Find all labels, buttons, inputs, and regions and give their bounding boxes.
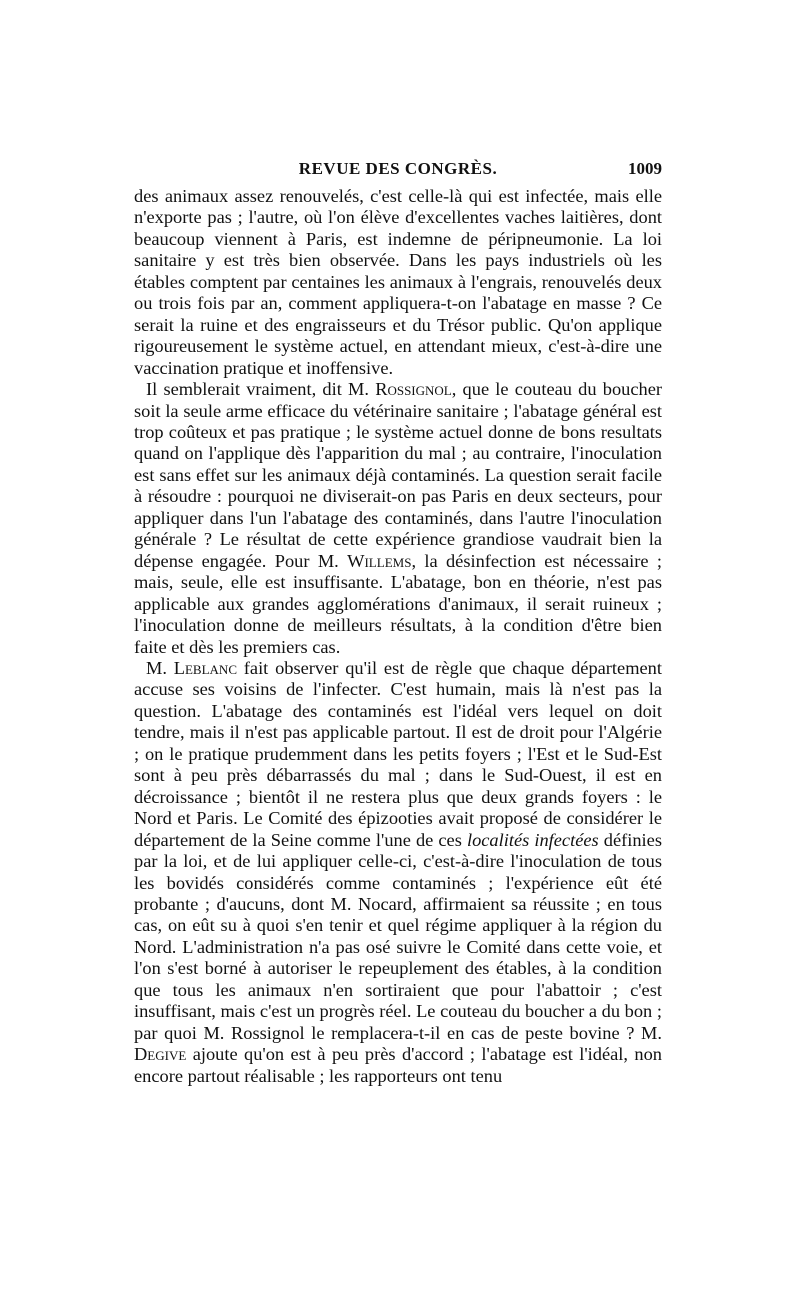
paragraph [134,658,662,1087]
paragraph [134,379,662,658]
text-run: fait observer qu'il est de règle que chaque département accuse ses voisins de l'infecter. C'est humain, mais là n'est pas la question. L'abatage des contaminés est l'idéal vers lequel on doit tendre, mais il n'est pas applicable partout. Il est de droit pour l'Algérie ; on le pratique prudemment dans les petits foyers ; l'Est et le Sud-Est sont à peu près débarrassés du mal ; dans le Sud-Ouest, il est en décroissance ; bientôt il ne restera plus que deux grands foyers : le Nord et Paris. Le Comité des épizooties avait proposé de considérer le département de la Seine comme l'une de ces [134,657,662,850]
text-run: ajoute qu'on est à peu près d'accord ; l'abatage est l'idéal, non encore partout réalisable ; les rapporteurs ont tenu [134,1044,662,1086]
speaker-name: Rossignol [375,379,452,400]
paragraph [134,186,662,379]
running-title: REVUE DES CONGRÈS. [298,159,498,178]
page-number: 1009 [628,159,662,178]
speaker-name: Degive [134,1044,187,1065]
text-run: , la désinfection est nécessaire ; mais, seule, elle est insuffisante. L'abatage, bon en théorie, n'est pas applicable aux grandes agglomérations d'animaux, il serait ruineux ; l'inoculation donne de meilleurs résultats, à la condition d'être bien faite et dès les premiers cas. [134,550,662,657]
speaker-name: Leblanc [173,657,237,678]
text-run: des animaux assez renouvelés, c'est celle-là qui est infectée, mais elle n'exporte pas ; l'autre, où l'on élève d'excellentes vaches laitières, dont beaucoup viennent à Paris, est indemne de péripneumonie. La loi sanitaire y est très bien observée. Dans les pays industriels où les étables comptent par centaines les animaux à l'engrais, renouvelés deux ou trois fois par an, comment appliquera-t-on l'abatage en masse ? Ce serait la ruine et des engraisseurs et du Trésor public. Qu'on applique rigoureusement le système actuel, en attendant mieux, c'est-à-dire une vaccination pratique et inoffensive. [134,186,662,378]
speaker-name: Willems [347,550,412,571]
text-run: M. [146,657,174,678]
text-run: définies par la loi, et de lui appliquer celle-ci, c'est-à-dire l'inoculation de tous les bovidés considérés comme contaminés ; l'expérience eût été probante ; d'aucuns, dont M. Nocard, affirmaient sa réussite ; en tous cas, on eût su à quoi s'en tenir et quel régime appliquer à la région du Nord. L'administration n'a pas osé suivre le Comité dans cette voie, et l'on s'est borné à autoriser le repeuplement des étables, à la condition que tous les animaux n'en sortiraient que pour l'abattoir ; c'est insuffisant, mais c'est un progrès réel. Le couteau du boucher a du bon ; par quoi M. Rossignol le remplacera-t-il en cas de peste bovine ? M. [134,829,662,1043]
text-run: , que le couteau du boucher soit la seule arme efficace du vétérinaire sanitaire ; l'abatage général est trop coûteux et pas pratique ; le système actuel donne de bons resultats quand on l'applique dès l'apparition du mal ; au contraire, l'inoculation est sans effet sur les animaux déjà contaminés. La question serait facile à résoudre : pourquoi ne diviserait-on pas Paris en deux secteurs, pour appliquer dans l'un l'abatage des contaminés, dans l'autre l'inoculation générale ? Le résultat de cette expérience grandiose vaudrait bien la dépense engagée. Pour M. [134,379,662,571]
italic-term: localités infectées [466,829,599,850]
text-run: Il semblerait vraiment, dit M. [146,379,376,400]
body-text [134,186,662,1087]
running-head [134,158,662,180]
